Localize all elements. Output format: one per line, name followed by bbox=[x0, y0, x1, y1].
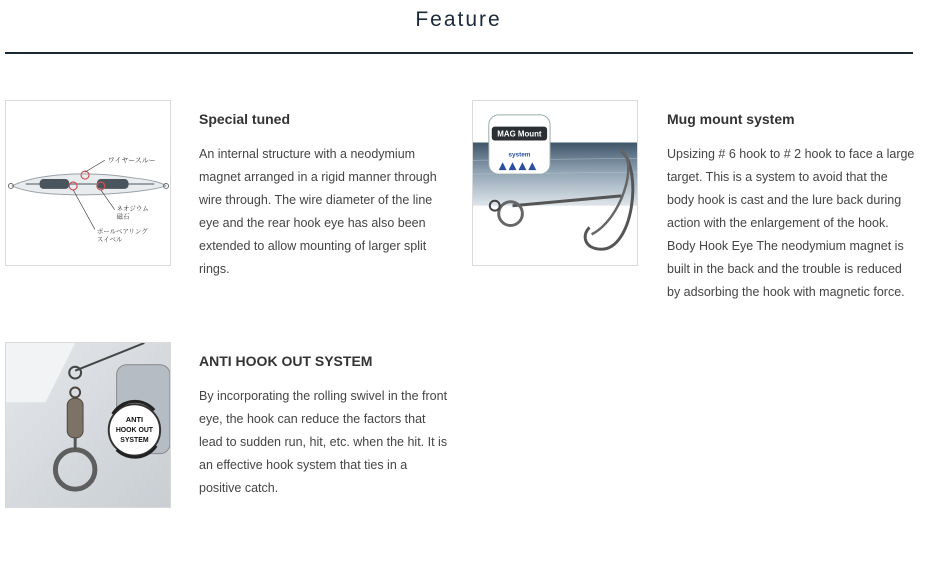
feature-title-anti-hook-out: ANTI HOOK OUT SYSTEM bbox=[199, 353, 373, 369]
special-tuned-image bbox=[5, 100, 171, 266]
label-ball-bearing: ボールベアリング bbox=[96, 227, 148, 236]
mag-mount-system-text: system bbox=[508, 151, 531, 159]
feature-text-special-tuned: An internal structure with a neodymium magnet arranged in a rigid manner through wire through. The wire diameter of the line eye and the rear hook eye has also been extended to allow mounting of larger split rings. bbox=[199, 147, 437, 276]
feature-text-mug-mount: Upsizing # 6 hook to # 2 hook to face a large target. This is a system to avoid that the body hook is cast and the lure back during action with the enlargement of the hook. Body Hook Eye The neodymium magnet is built in the back and the trouble is reduced by adsorbing the hook with magnetic force. bbox=[667, 147, 915, 299]
badge-anti-text: ANTI bbox=[125, 415, 144, 425]
label-neodymium: ネオジウム bbox=[116, 204, 149, 213]
feature-title-special-tuned: Special tuned bbox=[199, 111, 291, 127]
feature-title-mug-mount: Mug mount system bbox=[667, 111, 795, 127]
mag-mount-logo-text: MAG Mount bbox=[497, 129, 542, 139]
anti-hook-out-image bbox=[5, 342, 171, 508]
label-magnet: 磁石 bbox=[116, 212, 130, 221]
badge-system-text: SYSTEM bbox=[120, 436, 149, 444]
label-swivel: スイベル bbox=[96, 235, 123, 244]
feature-text-anti-hook-out: By incorporating the rolling swivel in the front eye, the hook can reduce the factors that lead to sudden run, hit, etc. when the hit. It is an effective hook system that ties in a positive catch. bbox=[199, 389, 448, 495]
mug-mount-image bbox=[472, 100, 638, 266]
title-divider bbox=[5, 52, 913, 54]
label-wire-through: ワイヤースルー bbox=[107, 156, 156, 165]
badge-hook-out-text: HOOK OUT bbox=[115, 426, 154, 434]
page-title: Feature bbox=[415, 8, 502, 31]
